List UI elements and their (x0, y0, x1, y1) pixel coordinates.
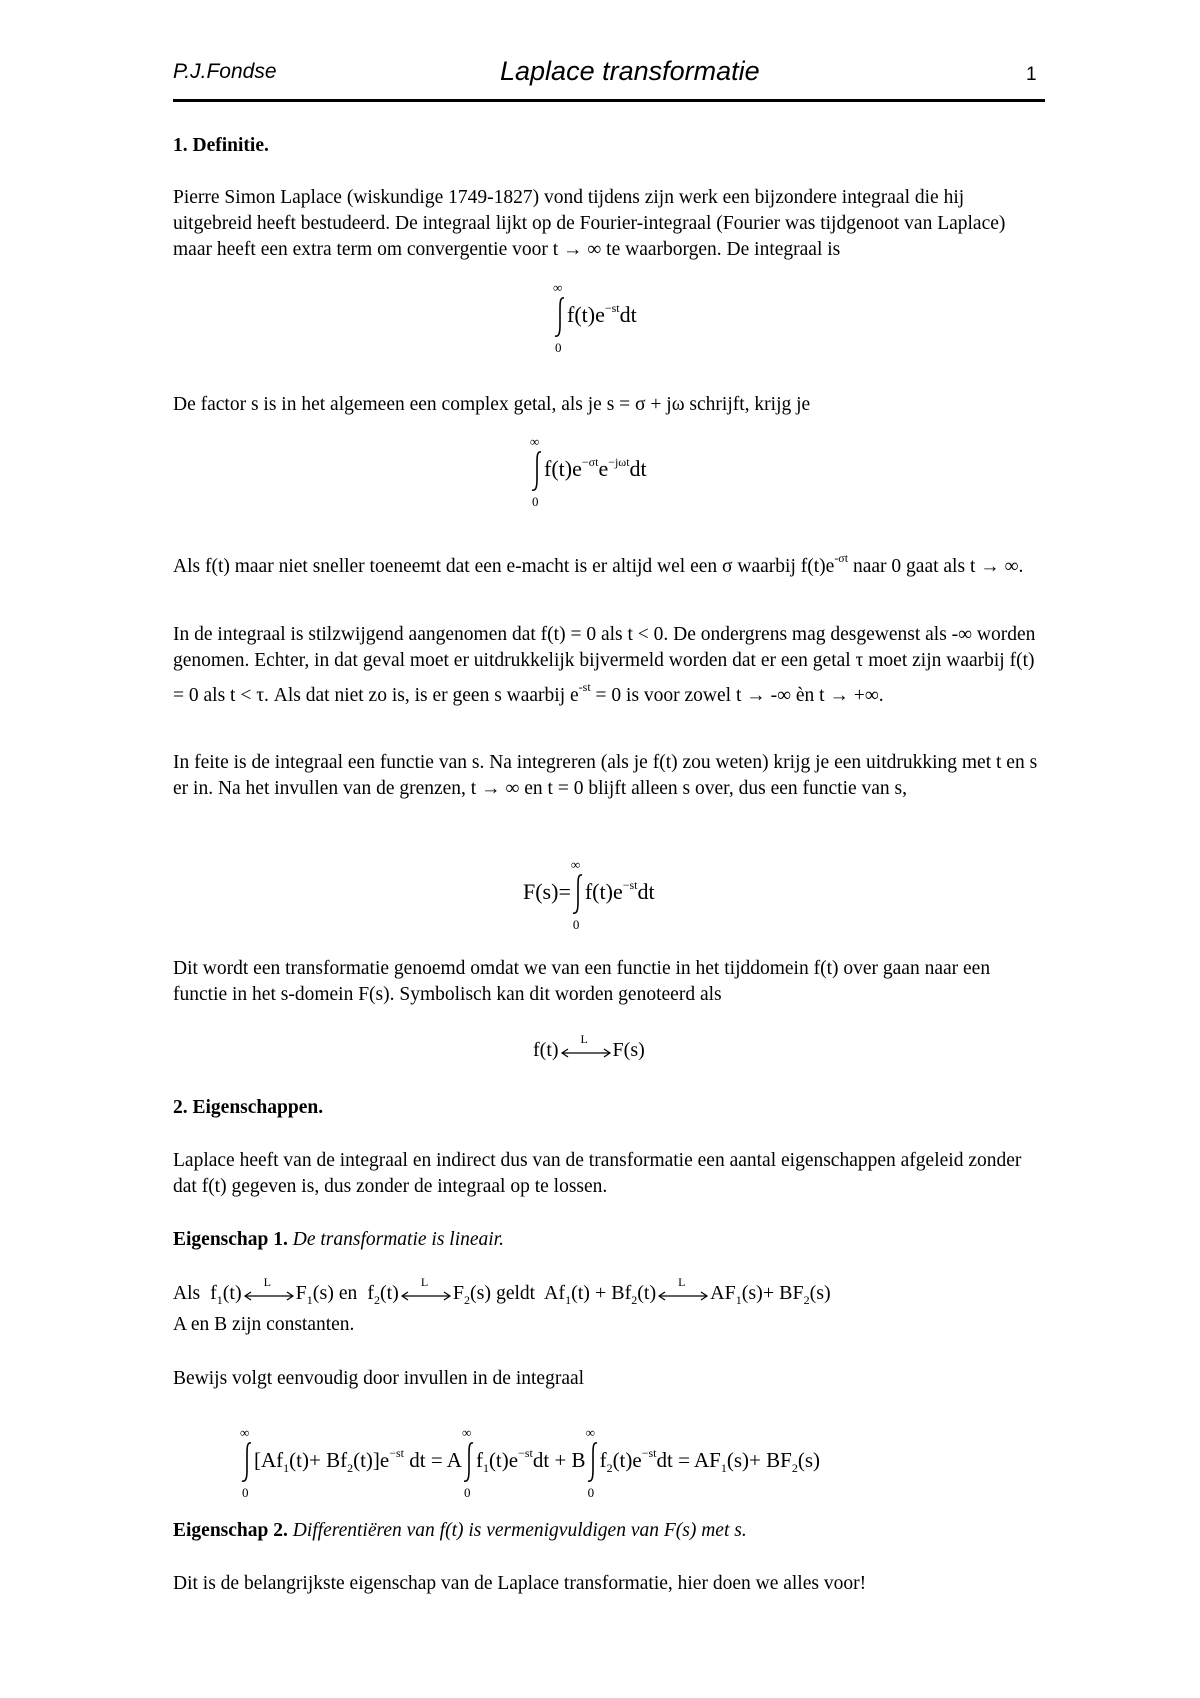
upper-limit: ∞ (553, 280, 563, 295)
paragraph-intro: Pierre Simon Laplace (wiskundige 1749-1827) vond tijdens zijn werk een bijzondere integraal die hij uitgebreid heeft bestudeerd. De integraal lijkt op de Fourier-integraal (Fourier was tijdgenoot van Laplace) maar heeft een extra term om convergentie voor t → ∞ te waarborgen. De integraal is (173, 187, 1006, 260)
upper-limit: ∞ (530, 434, 540, 449)
lower-limit: 0 (587, 1485, 595, 1500)
integral-sign (240, 1425, 254, 1500)
lower-limit: 0 (555, 340, 562, 355)
formula-laplace-integral: ∞ 0 $f(t)e^{-st}dt$ (553, 280, 637, 355)
paragraph-constants: A en B zijn constanten. (173, 1314, 355, 1335)
paragraph-closing: Dit is de belangrijkste eigenschap van de Laplace transformatie, hier doen we alles voor! (173, 1573, 867, 1594)
transform-arrow: L (242, 1284, 296, 1304)
header-title: Laplace transformatie (500, 56, 760, 86)
paragraph-proof: Bewijs volgt eenvoudig door invullen in de integraal (173, 1368, 585, 1389)
formula-linearity-proof: ∞ 0 $[Af_1(t)+ Bf_2(t)]e^{-st}$ dt = A ∞ 0 $f_1(t)e^{-st}dt + B$ ∞ 0 $f_2(t)e^{-st}dt = AF_1(s)+ BF_2(s)$ (240, 1425, 820, 1500)
lower-limit: 0 (242, 1485, 249, 1500)
lower-limit: 0 (463, 1485, 471, 1500)
lower-limit: 0 (532, 494, 539, 509)
section1-heading: 1. Definitie. (173, 135, 269, 156)
upper-limit: ∞ (570, 857, 581, 872)
formula-transform-pair: f(t) L F(s) (533, 1032, 645, 1061)
paragraph-properties: Laplace heeft van de integraal en indirect dus van de transformatie een aantal eigenschappen afgeleid zonder dat f(t) gegeven is, dus zonder de integraal op te lossen. (173, 1150, 1022, 1197)
paragraph-lower-bound: In de integraal is stilzwijgend aangenomen dat f(t) = 0 als t < 0. De ondergrens mag desgewenst als -∞ worden genomen. Echter, in dat geval moet er uitdrukkelijk bijvermeld worden dat er een getal τ moet zijn waarbij f(t) = 0 als t < τ. Als dat niet zo is, is er geen s waarbij $e^{-st} = 0$ is voor zowel t → -∞ èn t → +∞. (173, 624, 1036, 706)
integral-sign (461, 1425, 476, 1500)
page-number: 1 (1026, 64, 1037, 85)
header-rule (173, 99, 1045, 102)
property2: Eigenschap 2. Differentiëren van f(t) is vermenigvuldigen van F(s) met s. (173, 1520, 747, 1541)
transform-arrow: L (656, 1284, 710, 1304)
paragraph-transformation: Dit wordt een transformatie genoemd omdat we van een functie in het tijddomein f(t) over gaan naar een functie in het s-domein F(s). Symbolisch kan dit worden genoteerd als (173, 958, 991, 1005)
formula-linearity: Als $f_1(t)$ L $F_1(s)$ en $f_2(t)$ L $F_2(s)$ geldt $Af_1(t) + Bf_2(t)$ L $AF_1(s)+ BF_2(s)$ (173, 1275, 831, 1307)
header-author: P.J.Fondse (173, 60, 277, 83)
paragraph-complex: De factor s is in het algemeen een complex getal, als je s = σ + jω schrijft, krijg je (173, 394, 811, 415)
lower-limit: 0 (572, 917, 580, 932)
upper-limit: ∞ (585, 1425, 595, 1440)
integral-sign (570, 857, 585, 932)
integral-sign (553, 280, 567, 355)
paragraph-convergence: Als f(t) maar niet sneller toeneemt dat een e-macht is er altijd wel een σ waarbij $f(t)e^{-\sigma t}$ naar 0 gaat als t → ∞. (173, 551, 1024, 577)
section2-heading: 2. Eigenschappen. (173, 1097, 324, 1118)
upper-limit: ∞ (240, 1425, 250, 1440)
transform-arrow: L (559, 1041, 613, 1061)
paragraph-function-of-s: In feite is de integraal een functie van s. Na integreren (als je f(t) zou weten) krijg je een uitdrukking met t en s er in. Na het invullen van de grenzen, t → ∞ en t = 0 blijft alleen s over, dus een functie van s, (173, 752, 1038, 799)
upper-limit: ∞ (461, 1425, 472, 1440)
property1: Eigenschap 1. De transformatie is lineair. (173, 1229, 504, 1250)
transform-arrow: L (399, 1284, 453, 1304)
integral-sign (585, 1425, 600, 1500)
formula-sigma-omega: ∞ 0 $f(t)e^{-\sigma t}e^{-j\omega t}dt$ (530, 434, 647, 509)
formula-F-of-s: F(s)= ∞ 0 $f(t)e^{-st}dt$ (523, 857, 655, 932)
integral-sign (530, 434, 544, 509)
